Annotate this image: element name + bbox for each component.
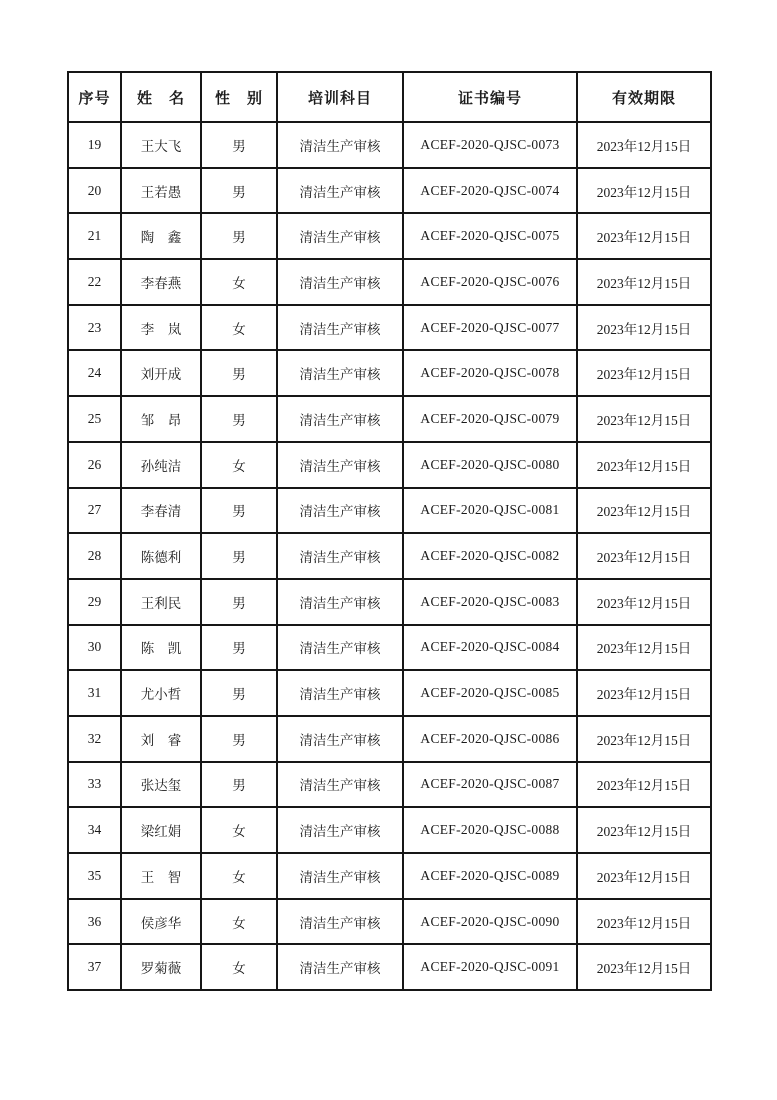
cell-subject: 清洁生产审核 — [277, 716, 403, 762]
cell-subject: 清洁生产审核 — [277, 625, 403, 671]
cell-subject: 清洁生产审核 — [277, 807, 403, 853]
cell-no: 35 — [68, 853, 121, 899]
cell-cert-no: ACEF-2020-QJSC-0079 — [403, 396, 577, 442]
cell-subject: 清洁生产审核 — [277, 305, 403, 351]
cell-no: 19 — [68, 122, 121, 168]
cell-name: 罗菊薇 — [121, 944, 201, 990]
table-row — [68, 944, 711, 990]
cell-cert-no: ACEF-2020-QJSC-0085 — [403, 670, 577, 716]
cell-no: 27 — [68, 488, 121, 534]
cell-gender: 男 — [201, 122, 277, 168]
cell-name: 王若愚 — [121, 168, 201, 214]
cell-validity: 2023年12月15日 — [577, 899, 711, 945]
cell-validity: 2023年12月15日 — [577, 533, 711, 579]
table-row — [68, 625, 711, 671]
cell-name: 王利民 — [121, 579, 201, 625]
cell-name: 张达玺 — [121, 762, 201, 808]
table-row — [68, 350, 711, 396]
cell-cert-no: ACEF-2020-QJSC-0080 — [403, 442, 577, 488]
cell-validity: 2023年12月15日 — [577, 807, 711, 853]
column-header-subject: 培训科目 — [277, 72, 403, 122]
cell-no: 28 — [68, 533, 121, 579]
cell-gender: 女 — [201, 305, 277, 351]
cell-validity: 2023年12月15日 — [577, 716, 711, 762]
cell-subject: 清洁生产审核 — [277, 213, 403, 259]
cell-subject: 清洁生产审核 — [277, 853, 403, 899]
cell-validity: 2023年12月15日 — [577, 625, 711, 671]
cell-cert-no: ACEF-2020-QJSC-0083 — [403, 579, 577, 625]
cell-gender: 女 — [201, 259, 277, 305]
cell-gender: 女 — [201, 807, 277, 853]
cell-gender: 男 — [201, 168, 277, 214]
cell-subject: 清洁生产审核 — [277, 259, 403, 305]
cell-name: 邹 昂 — [121, 396, 201, 442]
cell-cert-no: ACEF-2020-QJSC-0078 — [403, 350, 577, 396]
cell-subject: 清洁生产审核 — [277, 396, 403, 442]
table-row — [68, 396, 711, 442]
table-row — [68, 807, 711, 853]
cell-no: 31 — [68, 670, 121, 716]
cell-no: 22 — [68, 259, 121, 305]
certificate-table — [67, 71, 712, 991]
cell-validity: 2023年12月15日 — [577, 305, 711, 351]
cell-name: 陶 鑫 — [121, 213, 201, 259]
cell-cert-no: ACEF-2020-QJSC-0088 — [403, 807, 577, 853]
table-row — [68, 122, 711, 168]
cell-cert-no: ACEF-2020-QJSC-0091 — [403, 944, 577, 990]
cell-name: 孙纯洁 — [121, 442, 201, 488]
table-row — [68, 899, 711, 945]
cell-gender: 男 — [201, 716, 277, 762]
cell-cert-no: ACEF-2020-QJSC-0087 — [403, 762, 577, 808]
cell-validity: 2023年12月15日 — [577, 213, 711, 259]
cell-no: 23 — [68, 305, 121, 351]
cell-gender: 女 — [201, 899, 277, 945]
cell-no: 25 — [68, 396, 121, 442]
cell-validity: 2023年12月15日 — [577, 350, 711, 396]
table-row — [68, 853, 711, 899]
cell-validity: 2023年12月15日 — [577, 488, 711, 534]
column-header-cert-no: 证书编号 — [403, 72, 577, 122]
column-header-name: 姓 名 — [121, 72, 201, 122]
cell-cert-no: ACEF-2020-QJSC-0075 — [403, 213, 577, 259]
table-row — [68, 762, 711, 808]
cell-subject: 清洁生产审核 — [277, 442, 403, 488]
cell-name: 王大飞 — [121, 122, 201, 168]
table-row — [68, 533, 711, 579]
cell-cert-no: ACEF-2020-QJSC-0082 — [403, 533, 577, 579]
cell-name: 李春清 — [121, 488, 201, 534]
cell-name: 刘 睿 — [121, 716, 201, 762]
table-row — [68, 168, 711, 214]
cell-name: 陈 凯 — [121, 625, 201, 671]
cell-validity: 2023年12月15日 — [577, 944, 711, 990]
cell-gender: 男 — [201, 396, 277, 442]
cell-subject: 清洁生产审核 — [277, 488, 403, 534]
cell-subject: 清洁生产审核 — [277, 762, 403, 808]
table-row — [68, 716, 711, 762]
cell-subject: 清洁生产审核 — [277, 579, 403, 625]
cell-no: 37 — [68, 944, 121, 990]
cell-name: 刘开成 — [121, 350, 201, 396]
column-header-no: 序号 — [68, 72, 121, 122]
cell-cert-no: ACEF-2020-QJSC-0089 — [403, 853, 577, 899]
cell-cert-no: ACEF-2020-QJSC-0076 — [403, 259, 577, 305]
cell-cert-no: ACEF-2020-QJSC-0090 — [403, 899, 577, 945]
table-row — [68, 488, 711, 534]
cell-subject: 清洁生产审核 — [277, 533, 403, 579]
cell-no: 36 — [68, 899, 121, 945]
cell-name: 尤小哲 — [121, 670, 201, 716]
cell-gender: 男 — [201, 350, 277, 396]
cell-no: 29 — [68, 579, 121, 625]
cell-subject: 清洁生产审核 — [277, 899, 403, 945]
table-row — [68, 579, 711, 625]
cell-gender: 男 — [201, 213, 277, 259]
cell-subject: 清洁生产审核 — [277, 350, 403, 396]
cell-name: 陈德利 — [121, 533, 201, 579]
cell-gender: 男 — [201, 670, 277, 716]
cell-subject: 清洁生产审核 — [277, 944, 403, 990]
cell-name: 李春燕 — [121, 259, 201, 305]
cell-validity: 2023年12月15日 — [577, 670, 711, 716]
cell-validity: 2023年12月15日 — [577, 168, 711, 214]
cell-cert-no: ACEF-2020-QJSC-0086 — [403, 716, 577, 762]
cell-gender: 男 — [201, 488, 277, 534]
cell-cert-no: ACEF-2020-QJSC-0084 — [403, 625, 577, 671]
table-row — [68, 213, 711, 259]
cell-cert-no: ACEF-2020-QJSC-0074 — [403, 168, 577, 214]
cell-name: 李 岚 — [121, 305, 201, 351]
cell-subject: 清洁生产审核 — [277, 122, 403, 168]
cell-no: 32 — [68, 716, 121, 762]
cell-gender: 女 — [201, 853, 277, 899]
cell-no: 24 — [68, 350, 121, 396]
column-header-validity: 有效期限 — [577, 72, 711, 122]
cell-no: 30 — [68, 625, 121, 671]
cell-validity: 2023年12月15日 — [577, 579, 711, 625]
table-header-row — [68, 72, 711, 122]
cell-validity: 2023年12月15日 — [577, 442, 711, 488]
table-row — [68, 670, 711, 716]
cell-validity: 2023年12月15日 — [577, 259, 711, 305]
cell-no: 26 — [68, 442, 121, 488]
cell-validity: 2023年12月15日 — [577, 853, 711, 899]
cell-no: 33 — [68, 762, 121, 808]
cell-no: 20 — [68, 168, 121, 214]
cell-validity: 2023年12月15日 — [577, 762, 711, 808]
cell-name: 侯彦华 — [121, 899, 201, 945]
table-body — [68, 122, 711, 990]
cell-no: 34 — [68, 807, 121, 853]
cell-gender: 女 — [201, 944, 277, 990]
table-row — [68, 442, 711, 488]
cell-validity: 2023年12月15日 — [577, 122, 711, 168]
cell-name: 王 智 — [121, 853, 201, 899]
cell-cert-no: ACEF-2020-QJSC-0073 — [403, 122, 577, 168]
cell-gender: 男 — [201, 625, 277, 671]
cell-gender: 男 — [201, 579, 277, 625]
cell-subject: 清洁生产审核 — [277, 168, 403, 214]
cell-no: 21 — [68, 213, 121, 259]
column-header-gender: 性 别 — [201, 72, 277, 122]
table-row — [68, 305, 711, 351]
cell-name: 梁红娟 — [121, 807, 201, 853]
cell-gender: 女 — [201, 442, 277, 488]
cell-cert-no: ACEF-2020-QJSC-0077 — [403, 305, 577, 351]
cell-subject: 清洁生产审核 — [277, 670, 403, 716]
cell-gender: 男 — [201, 762, 277, 808]
cell-gender: 男 — [201, 533, 277, 579]
cell-validity: 2023年12月15日 — [577, 396, 711, 442]
table-row — [68, 259, 711, 305]
cell-cert-no: ACEF-2020-QJSC-0081 — [403, 488, 577, 534]
